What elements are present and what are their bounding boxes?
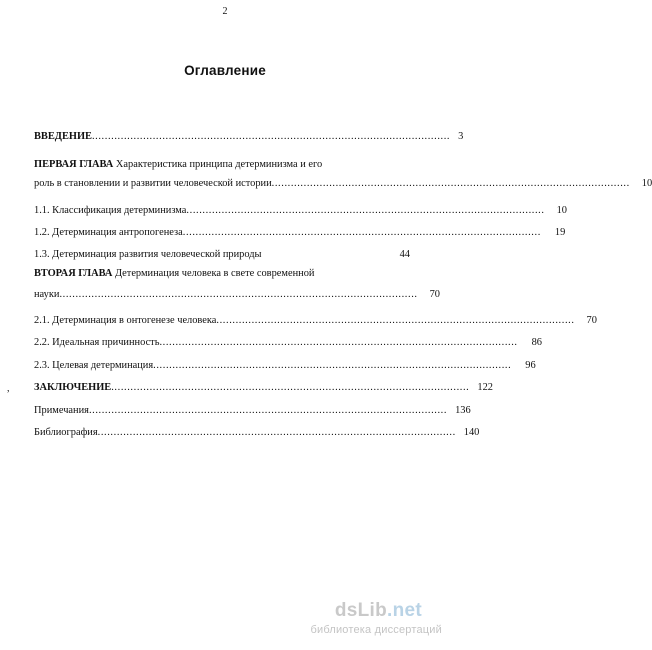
toc-entry-chapter1-line2	[34, 178, 652, 189]
dot-leader: ................................................................................................................	[88, 405, 448, 416]
toc-entry-bibliography	[34, 427, 480, 438]
toc-chapter1-label: ПЕРВАЯ ГЛАВА	[34, 159, 114, 170]
toc-1-2-page: 19	[554, 227, 566, 238]
toc-entry-notes	[34, 405, 471, 416]
dot-leader: ................................................................................................................	[59, 289, 418, 300]
toc-2-1-title: 2.1. Детерминация в онтогенезе человека	[34, 315, 217, 326]
toc-chapter1-title: Характеристика принципа детерминизма и его	[113, 159, 323, 170]
watermark-subtitle: библиотека диссертаций	[310, 624, 442, 636]
toc-chapter2-label: ВТОРАЯ ГЛАВА	[34, 268, 113, 279]
toc-intro-label: ВВЕДЕНИЕ	[34, 131, 92, 142]
toc-1-1-page: 10	[556, 205, 567, 216]
toc-entry-chapter2-line2	[34, 289, 440, 300]
toc-2-1-page: 70	[586, 315, 597, 326]
toc-1-3-page: 44	[399, 249, 410, 260]
toc-chapter2-page: 70	[429, 289, 440, 300]
toc-conclusion-label: ЗАКЛЮЧЕНИЕ	[34, 382, 112, 393]
toc-chapter1-title-cont: роль в становлении и развитии человеческой истории	[34, 178, 272, 189]
dot-leader: ................................................................................................................	[153, 360, 512, 371]
toc-entry-1-3	[34, 249, 410, 260]
toc-bibliography-page: 140	[463, 427, 480, 438]
toc-chapter1-page: 10	[641, 178, 652, 189]
watermark	[252, 600, 442, 640]
toc-notes-page: 136	[455, 405, 471, 416]
dot-leader: ................................................................................................................	[186, 205, 545, 216]
toc-entry-intro	[34, 131, 464, 142]
toc-entry-2-3	[34, 360, 536, 371]
toc-1-3-title: 1.3. Детерминация развития человеческой природы	[34, 249, 262, 260]
watermark-logo	[335, 600, 422, 622]
toc-intro-page: 3	[458, 131, 464, 142]
toc-2-3-page: 96	[525, 360, 536, 371]
toc-conclusion-page: 122	[477, 382, 493, 393]
toc-bibliography-title: Библиография	[34, 427, 98, 438]
toc-entry-1-1	[34, 205, 567, 216]
toc-notes-title: Примечания	[34, 405, 89, 416]
dot-leader: ................................................................................................................	[216, 315, 575, 326]
toc-entry-2-1	[34, 315, 597, 326]
toc-1-2-title: 1.2. Детерминация антропогенеза	[34, 227, 183, 238]
toc-entry-conclusion	[34, 382, 493, 393]
watermark-logo-accent: .net	[387, 600, 422, 621]
page-number: 2	[222, 6, 228, 17]
toc-entry-1-2	[34, 227, 566, 238]
dot-leader: ................................................................................................................	[159, 337, 518, 348]
dot-leader: ................................................................................................................	[91, 131, 451, 142]
dot-leader: ................................................................................................................	[182, 227, 541, 238]
toc-chapter2-title: Детерминация человека в свете современной	[112, 268, 315, 279]
dot-leader: ................................................................................................................	[97, 427, 456, 438]
stray-mark: ,	[7, 383, 10, 394]
toc-2-2-page: 86	[531, 337, 542, 348]
toc-entry-chapter2-line1	[34, 268, 314, 279]
toc-entry-chapter1-line1	[34, 159, 322, 170]
toc-entry-2-2	[34, 337, 542, 348]
toc-1-1-title: 1.1. Классификация детерминизма	[34, 205, 187, 216]
page-title: Оглавление	[184, 63, 266, 78]
watermark-logo-main: dsLib	[334, 600, 388, 621]
toc-2-3-title: 2.3. Целевая детерминация	[34, 360, 154, 371]
dot-leader: ................................................................................................................	[111, 382, 470, 393]
toc-2-2-title: 2.2. Идеальная причинность	[34, 337, 160, 348]
toc-chapter2-title-cont: науки	[34, 289, 60, 300]
dot-leader: ................................................................................................................	[271, 178, 630, 189]
